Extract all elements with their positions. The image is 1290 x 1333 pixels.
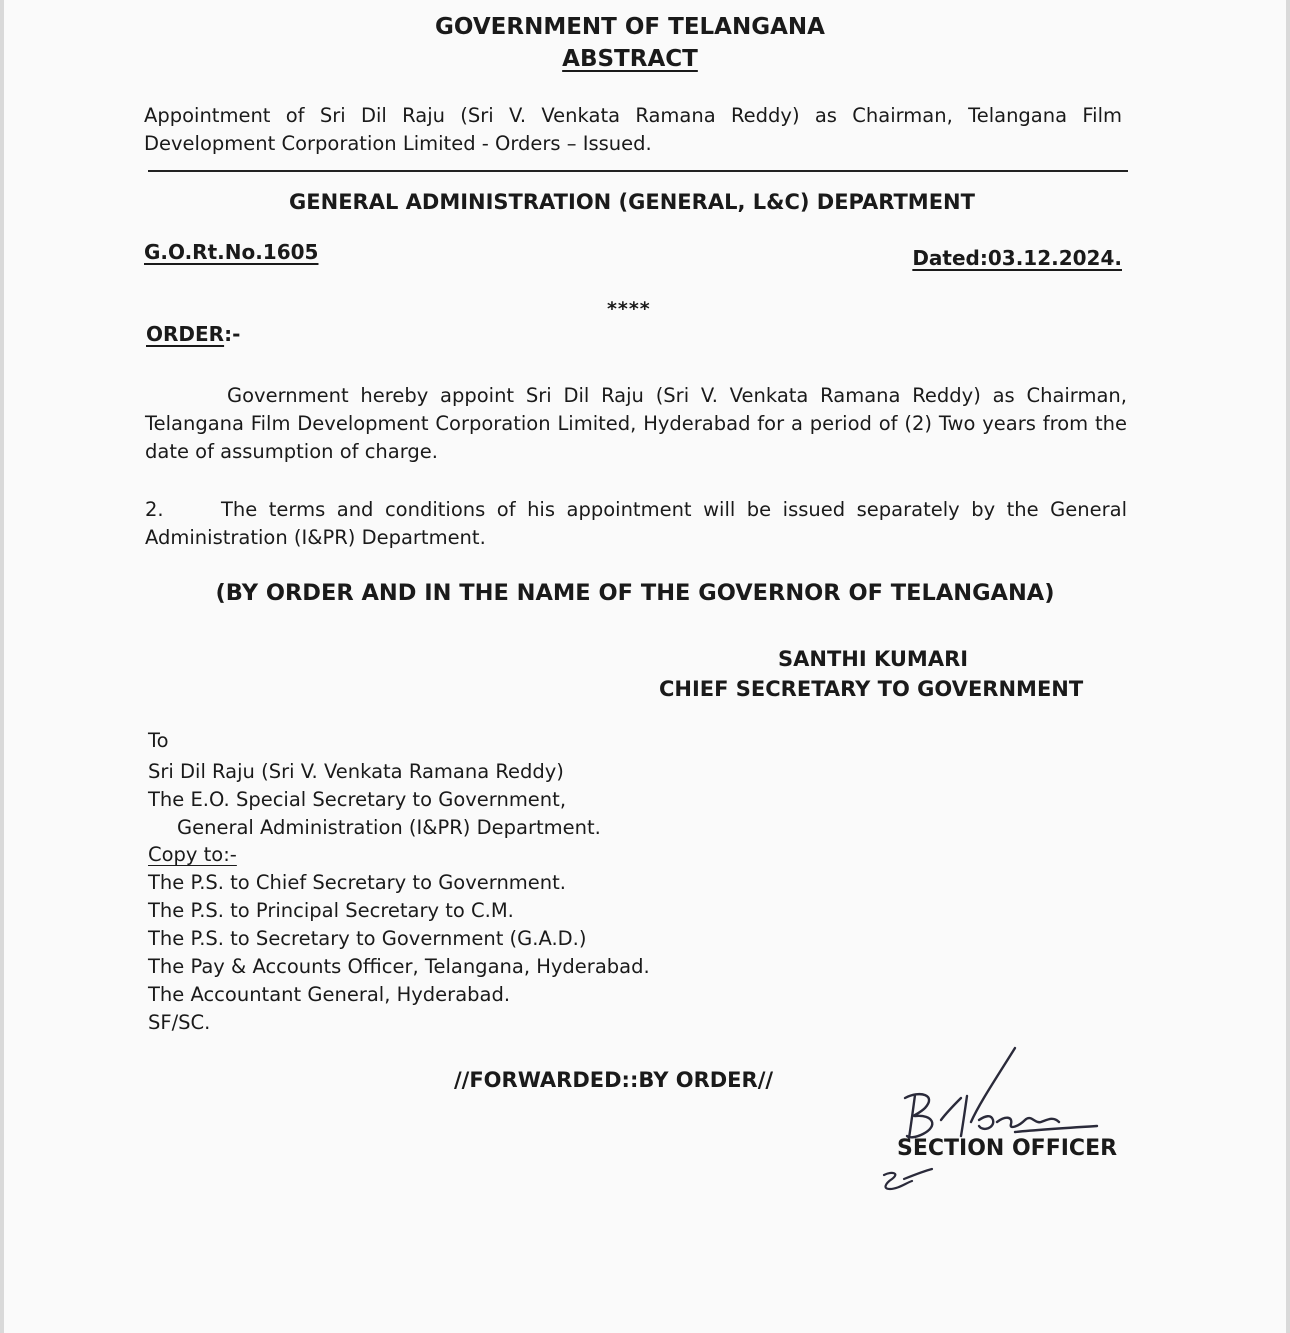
governor-line: (BY ORDER AND IN THE NAME OF THE GOVERNOR OF TELANGANA) (215, 580, 1055, 606)
abstract-label: ABSTRACT (562, 46, 698, 72)
abstract-heading (0, 46, 1260, 72)
handwritten-initials (878, 1165, 938, 1200)
signatory-title: CHIEF SECRETARY TO GOVERNMENT (659, 677, 1084, 701)
department-heading: GENERAL ADMINISTRATION (GENERAL, L&C) DEPARTMENT (289, 190, 975, 214)
copy-item: The Accountant General, Hyderabad. (148, 983, 511, 1006)
copy-to-heading: Copy to:- (148, 843, 237, 866)
subject-text: Appointment of Sri Dil Raju (Sri V. Venkata Ramana Reddy) as Chairman, Telangana Film Development Corporation Limited - Orders – Issued. (144, 104, 1122, 155)
copy-item: The P.S. to Principal Secretary to C.M. (148, 899, 514, 922)
order-heading-word: ORDER (146, 322, 225, 346)
section-officer-title: SECTION OFFICER (897, 1136, 1118, 1161)
paragraph-number: 2. (145, 498, 164, 521)
address-line-3: General Administration (I&PR) Department. (177, 816, 601, 839)
copy-item: The P.S. to Secretary to Government (G.A.D.) (148, 927, 587, 950)
subject-divider (148, 170, 1128, 172)
order-date: Dated:03.12.2024. (912, 246, 1122, 270)
address-line-1: Sri Dil Raju (Sri V. Venkata Ramana Reddy) (148, 760, 564, 783)
paragraph-2-text: The terms and conditions of his appointment will be issued separately by the General Administration (I&PR) Department. (145, 498, 1127, 549)
page-edge-right (1286, 0, 1290, 1333)
order-heading-suffix: :- (224, 322, 241, 346)
forwarded-by-order: //FORWARDED::BY ORDER// (454, 1068, 774, 1092)
handwritten-signature (875, 1040, 1105, 1150)
address-line-2: The E.O. Special Secretary to Government, (148, 788, 567, 811)
government-heading: GOVERNMENT OF TELANGANA (435, 14, 825, 40)
order-paragraph-1: Government hereby appoint Sri Dil Raju (Sri V. Venkata Ramana Reddy) as Chairman, Telangana Film Development Corporation Limited, Hyderabad for a period of (2) Two years from the date of assumption of charge. (145, 384, 1127, 463)
copy-item: The Pay & Accounts Officer, Telangana, Hyderabad. (148, 955, 650, 978)
copy-item: The P.S. to Chief Secretary to Government. (148, 871, 567, 894)
copy-item: SF/SC. (148, 1011, 211, 1034)
signatory-name: SANTHI KUMARI (778, 647, 969, 671)
order-paragraph-2 (145, 496, 1127, 552)
separator-stars: **** (607, 298, 651, 320)
order-heading (146, 322, 240, 346)
go-number: G.O.Rt.No.1605 (144, 240, 319, 264)
address-to: To (148, 729, 169, 752)
